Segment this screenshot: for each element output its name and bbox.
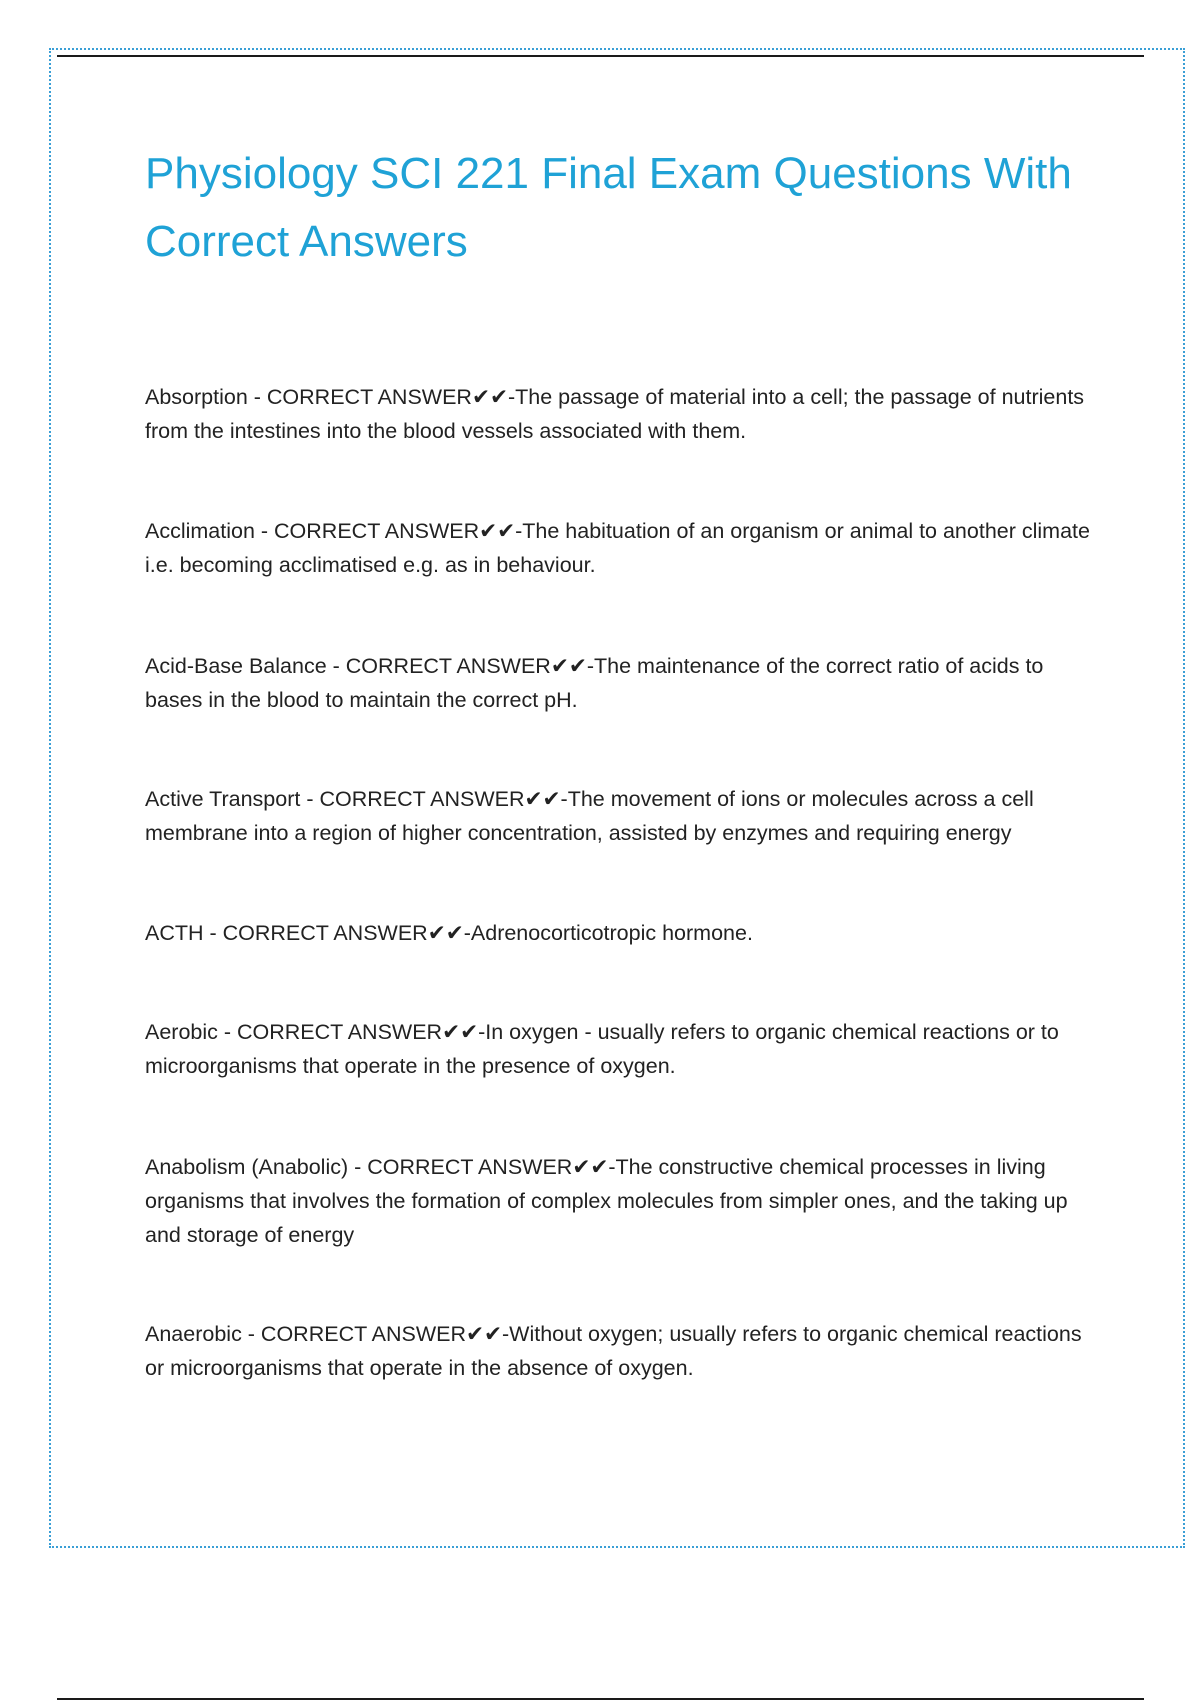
glossary-entry-anabolism: Anabolism (Anabolic) - CORRECT ANSWER✔✔-The constructive chemical processes in living organisms that involves the formation of complex molecules from simpler ones, and the taking up and storage of energy: [145, 1155, 1068, 1247]
glossary-entry-acclimation: Acclimation - CORRECT ANSWER✔✔-The habituation of an organism or animal to another climate i.e. becoming acclimatised e.g. as in behaviour.: [145, 519, 1090, 577]
glossary-entry-acid-base-balance: Acid-Base Balance - CORRECT ANSWER✔✔-The maintenance of the correct ratio of acids to bases in the blood to maintain the correct pH.: [145, 654, 1044, 712]
glossary-entry-anaerobic: Anaerobic - CORRECT ANSWER✔✔-Without oxygen; usually refers to organic chemical reactions or microorganisms that operate in the absence of oxygen.: [145, 1322, 1082, 1380]
glossary-entry-active-transport: Active Transport - CORRECT ANSWER✔✔-The movement of ions or molecules across a cell membrane into a region of higher concentration, assisted by enzymes and requiring energy: [145, 787, 1034, 845]
glossary-entry-aerobic: Aerobic - CORRECT ANSWER✔✔-In oxygen - usually refers to organic chemical reactions or to microorganisms that operate in the presence of oxygen.: [145, 1020, 1059, 1078]
glossary-entry-absorption: Absorption - CORRECT ANSWER✔✔-The passage of material into a cell; the passage of nutrients from the intestines into the blood vessels associated with them.: [145, 385, 1085, 443]
document-title: Physiology SCI 221 Final Exam Questions With Correct Answers: [145, 149, 1072, 266]
glossary-entry-acth: ACTH - CORRECT ANSWER✔✔-Adrenocorticotropic hormone.: [145, 921, 753, 945]
